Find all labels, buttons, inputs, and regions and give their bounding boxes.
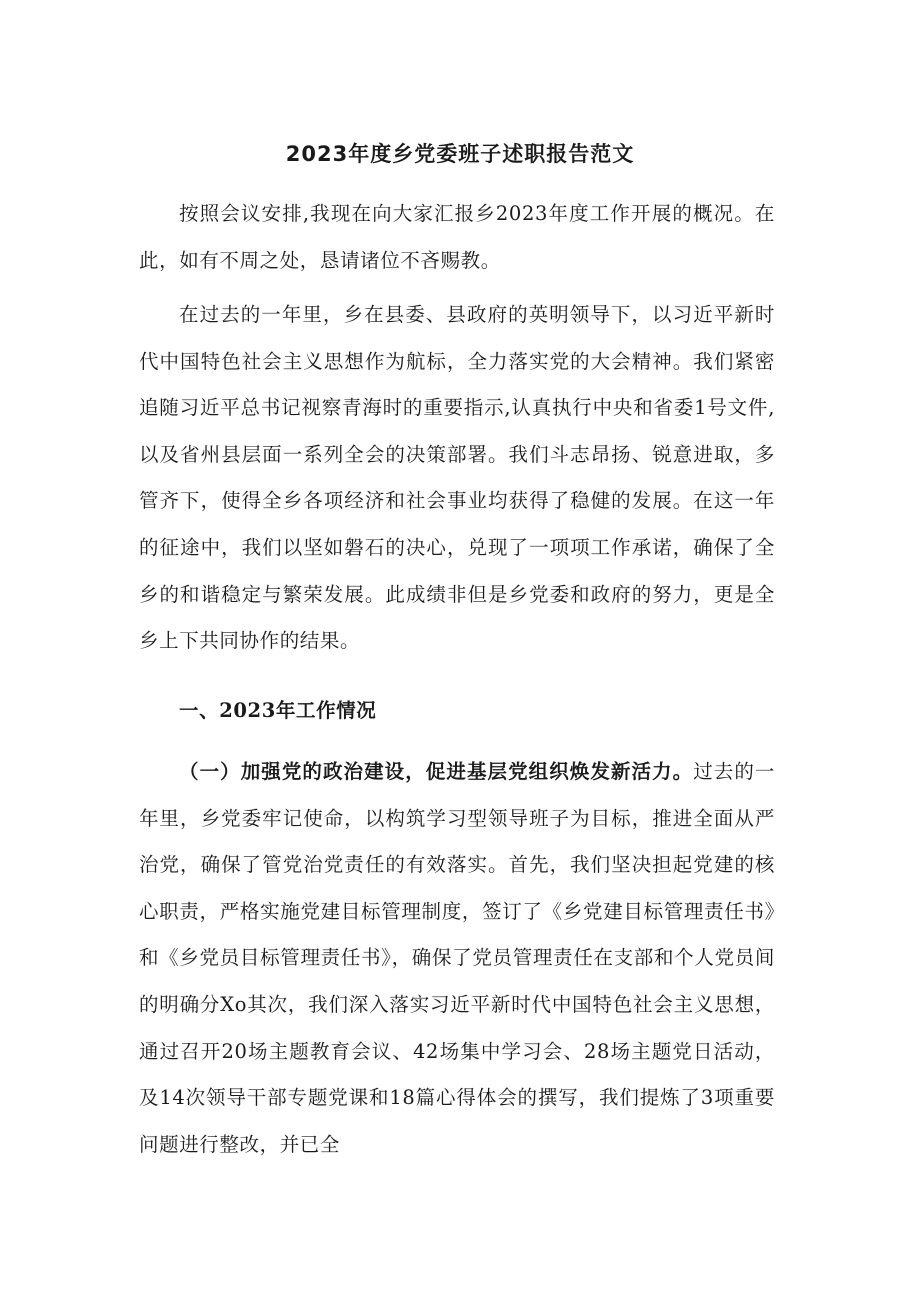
subsection-lead: （一）加强党的政治建设，促进基层党组织焕发新活力。 [179, 760, 694, 783]
intro-paragraph: 按照会议安排,我现在向大家汇报乡2023年度工作开展的概况。在此，如有不周之处，恳请诸位不吝赐教。 [139, 202, 775, 272]
subsection-paragraph [139, 749, 775, 1168]
overview-paragraph: 在过去的一年里，乡在县委、县政府的英明领导下，以习近平新时代中国特色社会主义思想作为航标，全力落实党的大会精神。我们紧密追随习近平总书记视察青海时的重要指示,认真执行中央和省委1号文件,以及省州县层面一系列全会的决策部署。我们斗志昂扬、锐意进取，多管齐下，使得全乡各项经济和社会事业均获得了稳健的发展。在这一年的征途中，我们以坚如磐石的决心，兑现了一项项工作承诺，确保了全乡的和谐稳定与繁荣发展。此成绩非但是乡党委和政府的努力，更是全乡上下共同协作的结果。 [139, 303, 775, 653]
document-title: 2023年度乡党委班子述职报告范文 [285, 142, 635, 166]
section-heading: 一、2023年工作情况 [179, 699, 377, 722]
subsection-body: 过去的一年里，乡党委牢记使命，以构筑学习型领导班子为目标，推进全面从严治党，确保了管党治党责任的有效落实。首先，我们坚决担起党建的核心职责，严格实施党建目标管理制度，签订了《乡党建目标管理责任书》和《乡党员目标管理责任书》，确保了党员管理责任在支部和个人党员间的明确分Xo其次，我们深入落实习近平新时代中国特色社会主义思想，通过召开20场主题教育会议、42场集中学习会、28场主题党日活动，及14次领导干部专题党课和18篇心得体会的撰写，我们提炼了3项重要问题进行整改，并已全 [139, 760, 775, 1156]
